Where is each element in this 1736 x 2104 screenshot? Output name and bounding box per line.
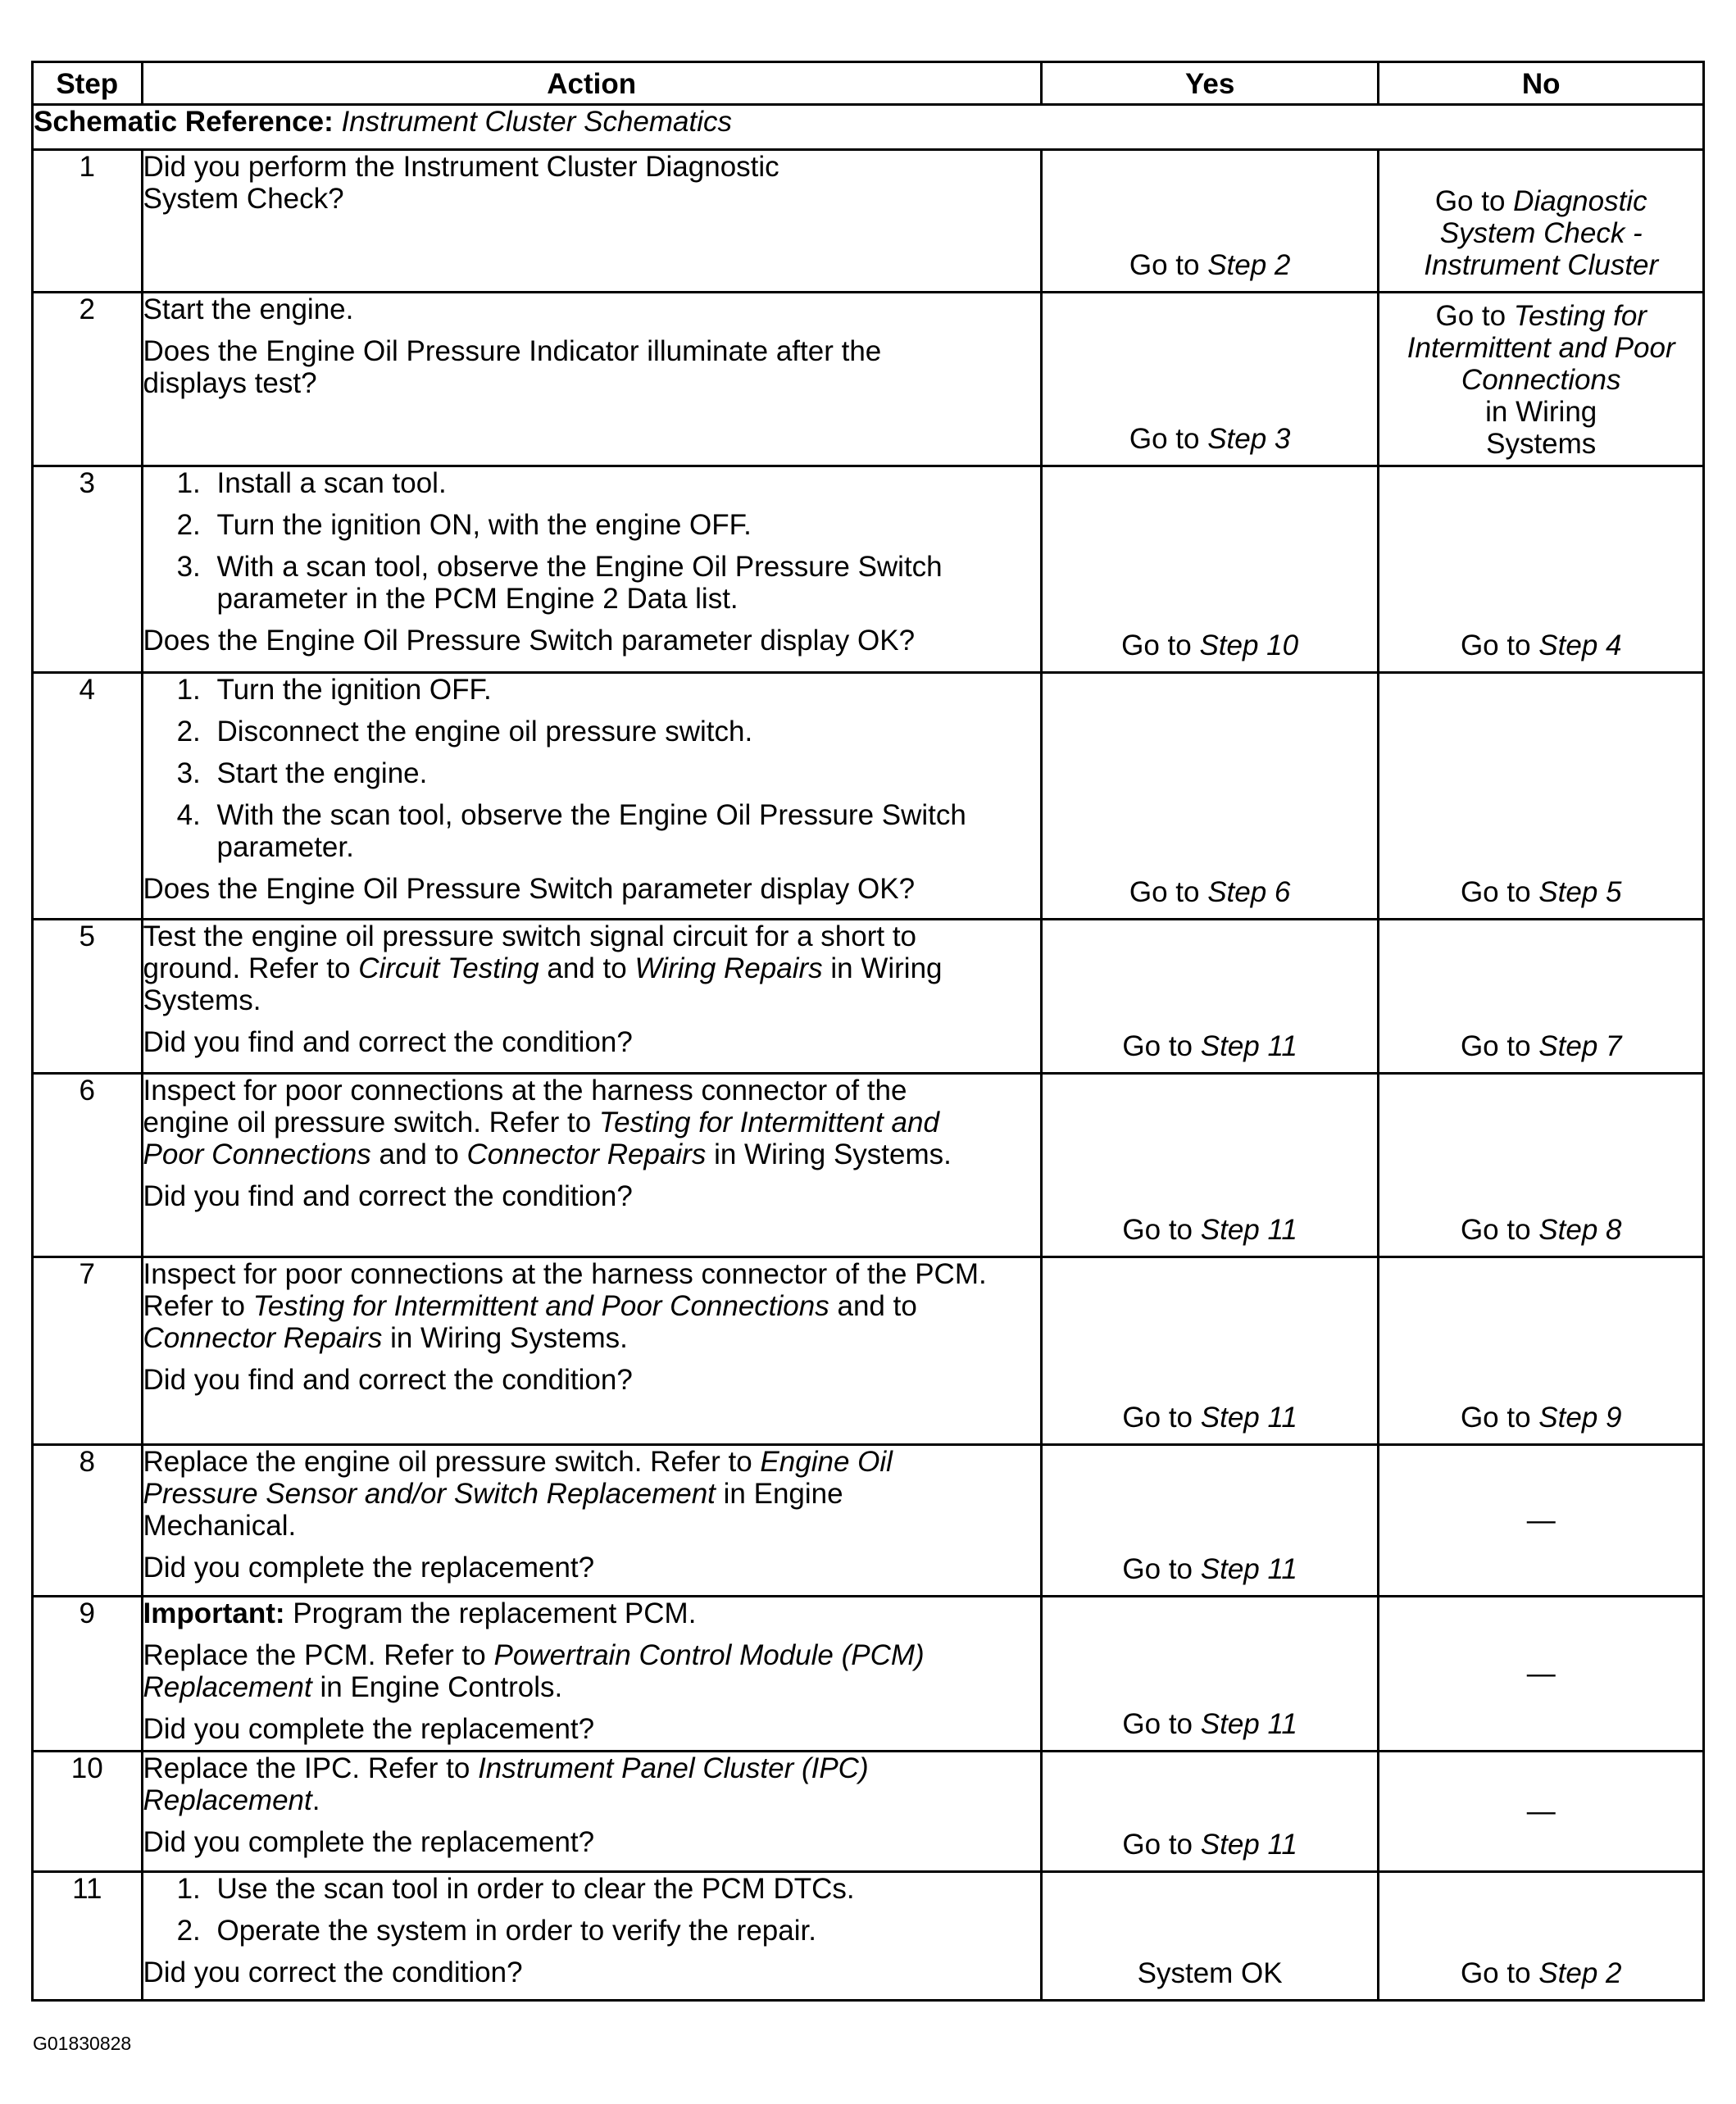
procedure-item: 4. With the scan tool, observe the Engine Oil Pressure Switch parameter. <box>209 799 1040 863</box>
yes-link[interactable]: Step 11 <box>1200 1708 1297 1740</box>
header-action: Action <box>142 62 1041 105</box>
action-text-part: and to <box>547 952 627 984</box>
yes-cell <box>1041 1445 1379 1597</box>
action-text-part: in Engine Controls. <box>320 1671 563 1703</box>
yes-cell <box>1041 1257 1379 1445</box>
yes-prefix: Go to <box>1129 876 1200 908</box>
yes-prefix: Go to <box>1122 1030 1193 1062</box>
reference-link[interactable]: Connector Repairs <box>143 1322 383 1354</box>
action-cell <box>142 1597 1041 1752</box>
action-cell <box>142 920 1041 1074</box>
yes-cell <box>1041 920 1379 1074</box>
procedure-item: 2. Turn the ignition ON, with the engine OFF. <box>209 509 1040 541</box>
yes-link[interactable]: Step 6 <box>1207 876 1291 908</box>
no-cell <box>1379 1445 1704 1597</box>
diagnostic-table <box>31 61 1705 2002</box>
action-question: Did you find and correct the condition? <box>143 1180 633 1212</box>
action-text <box>143 1258 988 1354</box>
no-prefix: Go to <box>1460 876 1531 908</box>
step-number: 3 <box>33 466 143 673</box>
action-question: Does the Engine Oil Pressure Switch parameter display OK? <box>143 873 916 905</box>
action-text <box>143 1446 963 1542</box>
step-number: 9 <box>33 1597 143 1752</box>
yes-prefix: Go to <box>1122 1553 1193 1585</box>
important-text: Program the replacement PCM. <box>293 1597 697 1629</box>
reference-link[interactable]: Circuit Testing <box>358 952 539 984</box>
header-no: No <box>1379 62 1704 105</box>
table-row <box>33 920 1704 1074</box>
yes-cell <box>1041 293 1379 466</box>
action-text-part: in Wiring Systems. <box>390 1322 628 1354</box>
yes-cell <box>1041 1597 1379 1752</box>
action-question: Did you find and correct the condition? <box>143 1026 633 1058</box>
reference-link[interactable]: Engine Oil Pressure Sensor and/or Switch Replacement <box>143 1446 893 1510</box>
step-number: 7 <box>33 1257 143 1445</box>
action-text <box>143 920 971 1016</box>
action-cell <box>142 1445 1041 1597</box>
schematic-reference-link[interactable]: Instrument Cluster Schematics <box>341 106 733 138</box>
step-number: 8 <box>33 1445 143 1597</box>
action-cell <box>142 1257 1041 1445</box>
table-row <box>33 1074 1704 1257</box>
table-row <box>33 1445 1704 1597</box>
procedure-list <box>143 674 1040 863</box>
action-text-part: Replace the IPC. Refer to <box>143 1752 470 1784</box>
reference-link[interactable]: Connector Repairs <box>466 1138 707 1170</box>
no-link[interactable]: Step 2 <box>1538 1957 1622 1989</box>
reference-link[interactable]: Powertrain Control Module (PCM) Replacement <box>143 1639 925 1703</box>
procedure-item: 1. Turn the ignition OFF. <box>209 674 1040 706</box>
action-text-part: Inspect for poor connections at the harness connector of the PCM. Refer to <box>143 1258 987 1322</box>
action-text <box>143 1075 996 1170</box>
action-cell <box>142 673 1041 920</box>
action-question: Did you correct the condition? <box>143 1956 523 1988</box>
action-text-part: and to <box>379 1138 459 1170</box>
yes-prefix: Go to <box>1122 1708 1193 1740</box>
diagnostic-table-container <box>31 61 1705 2002</box>
reference-link[interactable]: Testing for Intermittent and Poor Connections <box>252 1290 829 1322</box>
step-number: 11 <box>33 1872 143 2001</box>
step-number: 10 <box>33 1752 143 1872</box>
action-cell <box>142 150 1041 293</box>
yes-prefix: Go to <box>1122 1829 1193 1861</box>
no-dash: — <box>1526 1504 1556 1537</box>
procedure-item: 2. Operate the system in order to verify the repair. <box>209 1915 1040 1947</box>
no-link[interactable]: Step 7 <box>1538 1030 1622 1062</box>
action-text <box>143 1639 979 1703</box>
yes-link[interactable]: Step 2 <box>1207 249 1291 281</box>
action-text-part: and to <box>837 1290 917 1322</box>
action-question: Did you complete the replacement? <box>143 1713 595 1745</box>
action-text-part: in Wiring Systems. <box>714 1138 952 1170</box>
no-prefix: Go to <box>1434 185 1506 217</box>
action-cell <box>142 1872 1041 2001</box>
procedure-item: 1. Use the scan tool in order to clear the PCM DTCs. <box>209 1873 1040 1905</box>
action-text-part: . <box>311 1784 320 1816</box>
no-link[interactable]: Step 9 <box>1538 1402 1622 1434</box>
no-cell <box>1379 1257 1704 1445</box>
no-cell <box>1379 466 1704 673</box>
schematic-reference-label: Schematic Reference: <box>34 106 334 138</box>
yes-link[interactable]: Step 11 <box>1200 1214 1297 1246</box>
table-row <box>33 1257 1704 1445</box>
no-link[interactable]: Step 5 <box>1538 876 1622 908</box>
header-yes: Yes <box>1041 62 1379 105</box>
reference-link[interactable]: Instrument Panel Cluster (IPC) Replacement <box>143 1752 869 1816</box>
procedure-item: 1. Install a scan tool. <box>209 467 1040 499</box>
no-link[interactable]: Step 4 <box>1538 629 1622 661</box>
no-dash: — <box>1526 1795 1556 1828</box>
yes-link[interactable]: Step 11 <box>1200 1553 1297 1585</box>
step-number: 6 <box>33 1074 143 1257</box>
no-cell <box>1379 150 1704 293</box>
action-text-part: in Wiring Systems. <box>143 952 943 1016</box>
action-text-part: Replace the PCM. Refer to <box>143 1639 486 1671</box>
action-text-part: Inspect for poor connections at the harness connector of the engine oil pressure switch. Refer to <box>143 1075 907 1138</box>
no-cell <box>1379 293 1704 466</box>
action-text-part: Replace the engine oil pressure switch. Refer to <box>143 1446 752 1478</box>
action-question: Did you complete the replacement? <box>143 1826 595 1858</box>
reference-link[interactable]: Testing for Intermittent and Poor Connections <box>143 1107 939 1170</box>
procedure-list <box>143 467 1040 615</box>
yes-link[interactable]: Step 11 <box>1200 1030 1297 1062</box>
action-text <box>143 1752 963 1816</box>
figure-id: G01830828 <box>33 2033 132 2054</box>
header-step: Step <box>33 62 143 105</box>
yes-link[interactable]: Step 3 <box>1207 423 1291 455</box>
yes-cell <box>1041 673 1379 920</box>
table-row <box>33 673 1704 920</box>
procedure-list <box>143 1873 1040 1947</box>
procedure-item: 2. Disconnect the engine oil pressure switch. <box>209 716 1040 748</box>
no-prefix: Go to <box>1460 629 1531 661</box>
table-row <box>33 1752 1704 1872</box>
table-row <box>33 466 1704 673</box>
yes-cell <box>1041 466 1379 673</box>
action-text-part: in Engine Mechanical. <box>143 1478 843 1542</box>
yes-cell <box>1041 1752 1379 1872</box>
procedure-item: 3. With a scan tool, observe the Engine Oil Pressure Switch parameter in the PCM Engine 2 Data list. <box>209 551 1040 615</box>
yes-prefix: Go to <box>1129 423 1200 455</box>
yes-cell <box>1041 150 1379 293</box>
action-text: Start the engine. <box>143 293 354 325</box>
action-question: Does the Engine Oil Pressure Indicator illuminate after the displays test? <box>143 335 882 399</box>
no-cell <box>1379 1752 1704 1872</box>
step-number: 2 <box>33 293 143 466</box>
no-cell <box>1379 1597 1704 1752</box>
yes-prefix: Go to <box>1129 249 1200 281</box>
important-label: Important: <box>143 1597 285 1629</box>
table-header-row <box>33 62 1704 105</box>
action-cell <box>142 1752 1041 1872</box>
no-suffix: in Wiring Systems <box>1485 396 1597 460</box>
yes-result: System OK <box>1137 1957 1283 1989</box>
no-cell <box>1379 920 1704 1074</box>
action-text-part: Test the engine oil pressure switch signal circuit for a short to ground. Refer to <box>143 920 917 984</box>
important-note <box>143 1597 1040 1629</box>
no-prefix: Go to <box>1460 1030 1531 1062</box>
schematic-reference <box>33 105 1704 150</box>
yes-cell <box>1041 1074 1379 1257</box>
yes-link[interactable]: Step 11 <box>1200 1829 1297 1861</box>
no-cell <box>1379 1872 1704 2001</box>
no-cell <box>1379 1074 1704 1257</box>
no-prefix: Go to <box>1460 1214 1531 1246</box>
yes-link[interactable]: Step 11 <box>1200 1402 1297 1434</box>
no-link[interactable]: Diagnostic System Check - Instrument Cluster <box>1424 185 1659 281</box>
action-question: Did you complete the replacement? <box>143 1552 595 1584</box>
table-row <box>33 1597 1704 1752</box>
action-question: Did you find and correct the condition? <box>143 1364 633 1396</box>
step-number: 1 <box>33 150 143 293</box>
action-text: Did you perform the Instrument Cluster Diagnostic System Check? <box>143 151 779 215</box>
table-row <box>33 150 1704 293</box>
no-cell <box>1379 673 1704 920</box>
yes-prefix: Go to <box>1122 1402 1193 1434</box>
action-question: Does the Engine Oil Pressure Switch parameter display OK? <box>143 625 916 657</box>
no-link[interactable]: Testing for Intermittent and Poor Connections <box>1407 300 1675 396</box>
yes-link[interactable]: Step 10 <box>1199 629 1299 661</box>
no-prefix: Go to <box>1460 1957 1531 1989</box>
action-cell <box>142 466 1041 673</box>
yes-prefix: Go to <box>1122 1214 1193 1246</box>
procedure-item: 3. Start the engine. <box>209 757 1040 789</box>
table-row <box>33 293 1704 466</box>
table-row <box>33 1872 1704 2001</box>
yes-prefix: Go to <box>1121 629 1192 661</box>
no-prefix: Go to <box>1460 1402 1531 1434</box>
no-link[interactable]: Step 8 <box>1538 1214 1622 1246</box>
action-cell <box>142 293 1041 466</box>
no-prefix: Go to <box>1435 300 1507 332</box>
no-dash: — <box>1526 1657 1556 1690</box>
schematic-reference-row <box>33 105 1704 150</box>
step-number: 4 <box>33 673 143 920</box>
action-cell <box>142 1074 1041 1257</box>
reference-link[interactable]: Wiring Repairs <box>634 952 823 984</box>
yes-cell <box>1041 1872 1379 2001</box>
step-number: 5 <box>33 920 143 1074</box>
